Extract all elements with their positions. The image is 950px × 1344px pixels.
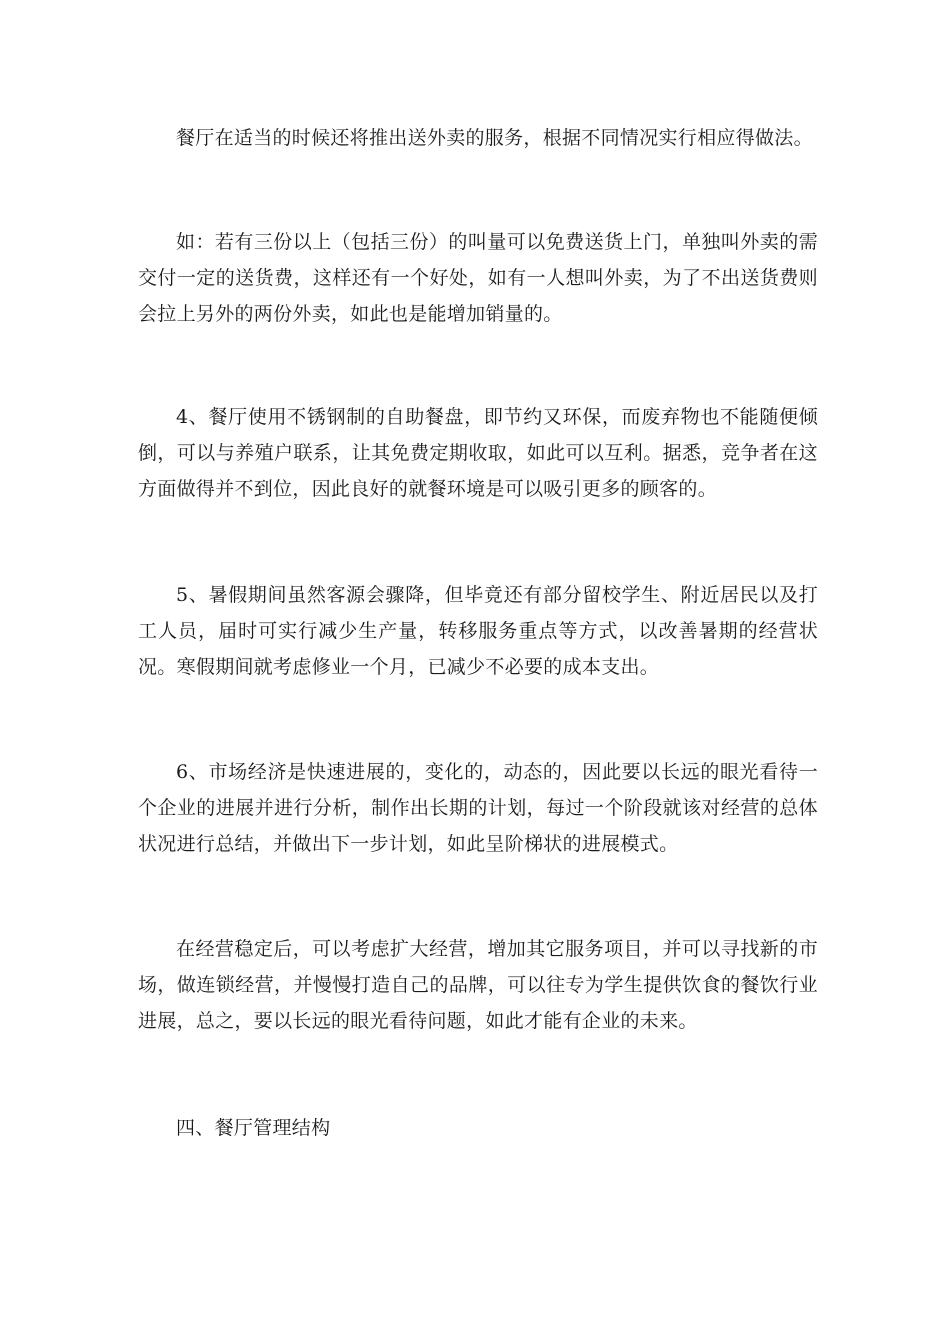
paragraph-item-4: 4、餐厅使用不锈钢制的自助餐盘，即节约又环保，而废弃物也不能随便倾倒，可以与养殖户联系，让其免费定期收取，如此可以互利。据悉，竞争者在这方面做得并不到位，因此良好的就餐环境是可以吸引更多的顾客的。: [138, 406, 818, 500]
section-heading-management-structure: 四、餐厅管理结构: [176, 1117, 331, 1139]
paragraph-item-6: 6、市场经济是快速进展的，变化的，动态的，因此要以长远的眼光看待一个企业的进展并进行分析，制作出长期的计划，每过一个阶段就该对经营的总体状况进行总结，并做出下一步计划，如此呈阶梯状的进展模式。: [138, 761, 818, 855]
paragraph-expansion: 在经营稳定后，可以考虑扩大经营，增加其它服务项目，并可以寻找新的市场，做连锁经营，并慢慢打造自己的品牌，可以往专为学生提供饮食的餐饮行业进展，总之，要以长远的眼光看待问题，如此才能有企业的未来。: [138, 938, 818, 1032]
paragraph-takeout-service: 餐厅在适当的时候还将推出送外卖的服务，根据不同情况实行相应得做法。: [176, 127, 813, 149]
paragraph-delivery-fee: 如：若有三份以上（包括三份）的叫量可以免费送货上门，单独叫外卖的需交付一定的送货费，这样还有一个好处，如有一人想叫外卖，为了不出送货费则会拉上另外的两份外卖，如此也是能增加销量的。: [138, 231, 818, 325]
paragraph-item-5: 5、暑假期间虽然客源会骤降，但毕竟还有部分留校学生、附近居民以及打工人员，届时可实行减少生产量，转移服务重点等方式，以改善暑期的经营状况。寒假期间就考虑修业一个月，已减少不必要的成本支出。: [138, 584, 818, 678]
